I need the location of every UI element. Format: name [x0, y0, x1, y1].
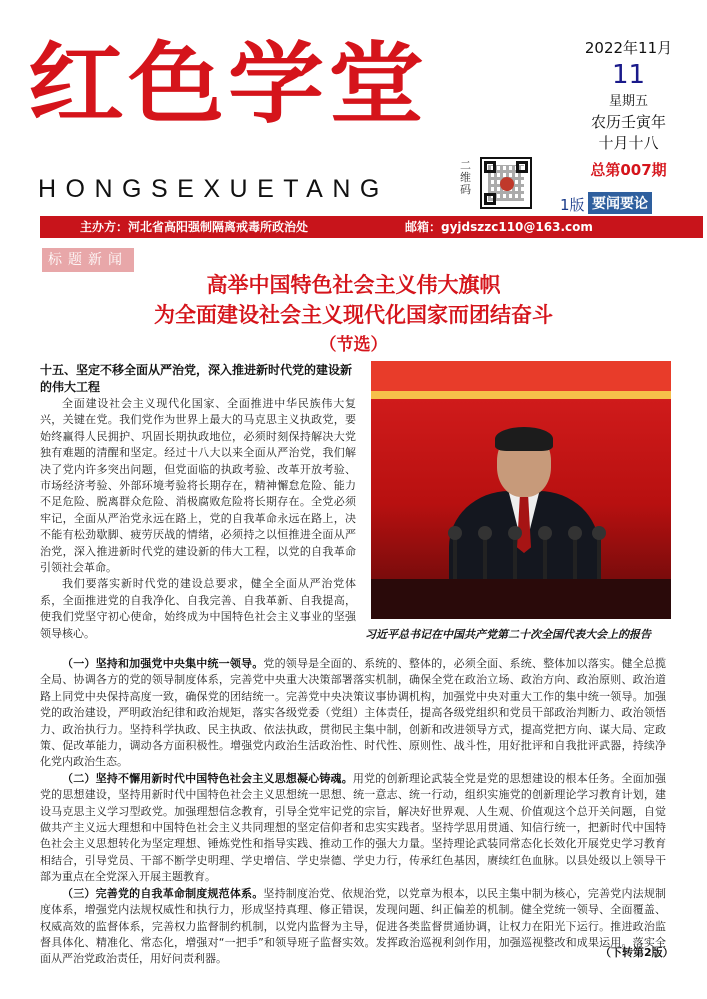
- weekday: 星期五: [608, 94, 648, 109]
- edition-tag: 要闻要论: [588, 192, 652, 214]
- news-photo: [371, 361, 671, 619]
- photo-caption: 习近平总书记在中国共产党第二十次全国代表大会上的报告: [365, 628, 651, 641]
- headline-subtitle: （节选）: [319, 335, 388, 355]
- newspaper-pinyin: HONGSEXUETANG: [38, 175, 389, 203]
- continued-note: （下转第2版）: [600, 946, 674, 959]
- masthead: [0, 0, 707, 214]
- lunar-date: 十月十八: [598, 134, 659, 152]
- article-column: [40, 396, 356, 642]
- paragraph: 我们要落实新时代党的建设总要求，健全全面从严治党体系，全面推进党的自我净化、自我完善、自我革新、自我提高，使我们党坚守初心使命，始终成为中国特色社会主义事业的坚强领导核心。: [40, 577, 356, 640]
- date-panel: [556, 37, 701, 180]
- paragraph: （二）坚持不懈用新时代中国特色社会主义思想凝心铸魂。用党的创新理论武装全党是党的思想建设的根本任务。全面加强党的思想建设，坚持用新时代中国特色社会主义思想统一思想、统一意志、统一行动，组织实施党的创新理论学习教育计划，建设马克思主义学习型政党。加强理想信念教育，引导全党牢记党的宗旨，解决好世界观、人生观、价值观这个总开关问题，自觉做共产主义远大理想和中国特色社会主义共同理想的坚定信仰者和忠实实践者。坚持学思用贯通、知信行统一，把新时代中国特色社会主义思想转化为坚定理想、锤炼党性和指导实践、推动工作的强大力量。坚持理论武装同常态化长效化开展党史学习教育相结合，引导党员、干部不断学史明理、学史增信、学史崇德、学史力行，传承红色基因，赓续红色血脉。以县处级以上领导干部为重点在全党深入开展主题教育。: [40, 771, 666, 884]
- paragraph: 全面建设社会主义现代化国家、全面推进中华民族伟大复兴，关键在党。我们党作为世界上最大的马克思主义执政党，要始终赢得人民拥护、巩固长期执政地位，必须时刻保持解决大党独有难题的清醒和坚定。经过十八大以来全面从严治党，我们解决了党内许多突出问题，但党面临的执政考验、改革开放考验、市场经济考验、外部环境考验将长期存在，精神懈怠危险、能力不足危险、脱离群众危险、消极腐败危险将长期存在。全党必须牢记，全面从严治党永远在路上，党的自我革命永远在路上，决不能有松劲歇脚、疲劳厌战的情绪，必须持之以恒推进全面从严治党，深入推进新时代党的建设新的伟大工程，以党的自我革命引领社会革命。: [40, 397, 356, 575]
- qr-code-icon: [480, 157, 532, 209]
- edition-label: [560, 192, 705, 214]
- issue-number: 总第007期: [590, 161, 667, 179]
- section-tag: 标题新闻: [42, 248, 134, 272]
- email-text: 邮箱：gyjdszzc110@163.com: [405, 220, 593, 234]
- sponsor-bar: [40, 216, 703, 238]
- paragraph-lead: （二）坚持不懈用新时代中国特色社会主义思想凝心铸魂。: [62, 771, 353, 785]
- sponsor-text: 主办方：河北省高阳强制隔离戒毒所政治处: [80, 220, 309, 234]
- article-body: [40, 656, 666, 968]
- newspaper-title: 红色学堂: [28, 31, 428, 136]
- date-year-month: 2022年11月: [584, 39, 673, 57]
- date-day: 11: [611, 60, 646, 90]
- section-heading: 十五、坚定不移全面从严治党，深入推进新时代党的建设新的伟大工程: [40, 363, 353, 394]
- paragraph-lead: （一）坚持和加强党中央集中统一领导。: [62, 657, 264, 670]
- paragraph-lead: （三）完善党的自我革命制度规范体系。: [62, 886, 264, 900]
- paragraph: （一）坚持和加强党中央集中统一领导。党的领导是全面的、系统的、整体的，必须全面、系统、整体加以落实。健全总揽全局、协调各方的党的领导制度体系，完善党中央重大决策部署落实机制，确保全党在政治立场、政治方向、政治原则、政治道路上同党中央保持高度一致，确保党的团结统一。完善党中央决策议事协调机构，加强党中央对重大工作的集中统一领导。加强党的政治建设，严明政治纪律和政治规矩，落实各级党委（党组）主体责任，提高各级党组织和党员干部政治判断力、政治领悟力、政治执行力。坚持科学执政、民主执政、依法执政，贯彻民主集中制，创新和改进领导方式，提高党把方向、谋大局、定政策、促改革能力，调动各方面积极性。增强党内政治生活政治性、时代性、原则性、战斗性，用好批评和自我批评武器，持续净化党内政治生态。: [40, 657, 667, 769]
- headline-line-1: 高举中国特色社会主义伟大旗帜: [206, 273, 501, 297]
- qr-label: 二维码: [460, 159, 471, 196]
- headline: [0, 270, 707, 358]
- headline-line-2: 为全面建设社会主义现代化国家而团结奋斗: [154, 303, 553, 327]
- edition-number: 1版: [560, 196, 585, 214]
- paragraph: （三）完善党的自我革命制度规范体系。坚持制度治党、依规治党，以党章为根本，以民主集中制为核心，完善党内法规制度体系，增强党内法规权威性和执行力，形成坚持真理、修正错误，发现问题、纠正偏差的机制。健全党统一领导、全面覆盖、权威高效的监督体系，完善权力监督制约机制，以党内监督为主导，促进各类监督贯通协调，让权力在阳光下运行。推进政治监督具体化、精准化、常态化，增强对“一把手”和领导班子监督实效。发挥政治巡视利剑作用，加强巡视整改和成果运用。落实全面从严治党政治责任，用好问责利器。: [40, 886, 667, 966]
- lunar-year: 农历壬寅年: [590, 113, 666, 131]
